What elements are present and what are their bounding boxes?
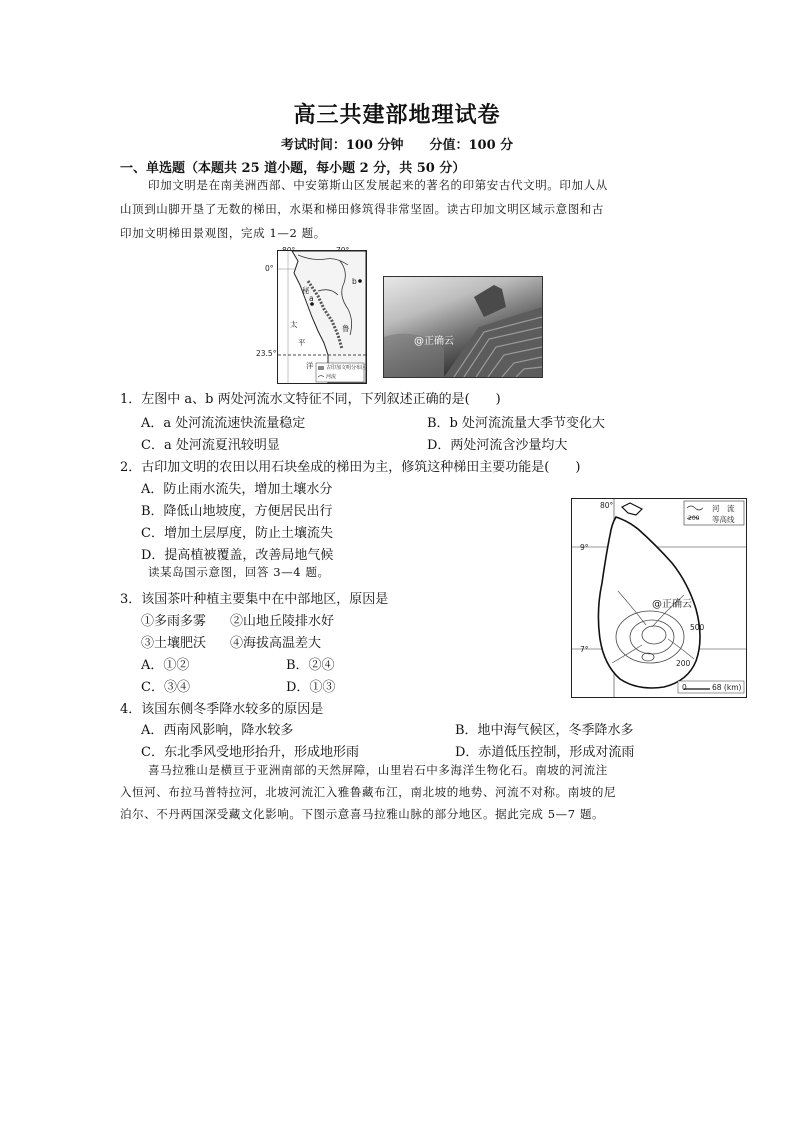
terrace-photo: [383, 276, 543, 378]
map1-ocean-char3: 洋: [306, 361, 314, 370]
map1-ocean-char1: 太: [290, 320, 298, 329]
map1-label-a: a: [309, 294, 314, 303]
island-country-map: [571, 498, 747, 698]
intro3-line3: 泊尔、不丹两国深受藏文化影响。下图示意喜马拉雅山脉的部分地区。据此完成 5—7 题。: [120, 807, 605, 821]
q4-option-c[interactable]: C．东北季风受地形抬升，形成地形雨: [141, 745, 359, 760]
map1-ocean-char2: 平: [298, 338, 306, 347]
map2-lon: 80°: [600, 501, 614, 510]
map2-contour-200: 200: [676, 659, 691, 668]
map2-watermark: @正确云: [652, 599, 692, 610]
intro3-line1: 喜马拉雅山是横亘于亚洲南部的天然屏障，山里岩石中多海洋生物化石。南坡的河流注: [148, 763, 608, 777]
q3-option-d[interactable]: D．①③: [286, 680, 336, 695]
q2-option-b[interactable]: B．降低山地坡度，方便居民出行: [141, 504, 333, 519]
inca-region-map: [277, 250, 367, 384]
intro1-line1: 印加文明是在南美洲西部、中安第斯山区发展起来的著名的印第安古代文明。印加人从: [148, 178, 608, 192]
q1-option-c[interactable]: C．a 处河流夏汛较明显: [141, 438, 280, 453]
q1-option-a[interactable]: A．a 处河流流速快流量稳定: [141, 416, 306, 431]
map1-region-char2: 鲁: [342, 324, 350, 333]
intro3-line2: 入恒河、布拉马普特拉河，北坡河流汇入雅鲁藏布江，南北坡的地势、河流不对称。南坡的尼: [120, 785, 617, 799]
q2-stem: 2．古印加文明的农田以用石块垒成的梯田为主，修筑这种梯田主要功能是( ): [120, 460, 581, 475]
q3-stem: 3．该国茶叶种植主要集中在中部地区，原因是: [120, 592, 389, 607]
q4-stem: 4．该国东侧冬季降水较多的原因是: [120, 702, 324, 717]
q2-option-d[interactable]: D．提高植被覆盖，改善局地气候: [141, 548, 334, 563]
q3-item-3: ③土壤肥沃: [141, 636, 207, 651]
q4-option-b[interactable]: B．地中海气候区，冬季降水多: [455, 723, 634, 738]
map2-legend-river: 河 流: [712, 504, 735, 513]
map1-lat-top: 0°: [265, 264, 274, 273]
q1-stem: 1．左图中 a、b 两处河流水文特征不同，下列叙述正确的是( ): [120, 392, 501, 407]
page-title: 高三共建部地理试卷: [293, 102, 501, 128]
q3-item-1: ①多雨多雾: [141, 614, 207, 629]
q3-item-2: ②山地丘陵排水好: [230, 614, 335, 629]
q3-option-c[interactable]: C．③④: [141, 680, 190, 695]
map2-lat2: 7°: [580, 645, 589, 654]
map1-lat-bottom: 23.5°: [256, 349, 277, 358]
q4-option-a[interactable]: A．西南风影响，降水较多: [141, 723, 294, 738]
q3-item-4: ④海拔高温差大: [230, 636, 322, 651]
intro2: 读某岛国示意图，回答 3—4 题。: [148, 565, 330, 579]
q4-option-d[interactable]: D．赤道低压控制，形成对流雨: [455, 745, 635, 760]
intro1-line3: 印加文明梯田景观图，完成 1—2 题。: [120, 226, 326, 240]
q2-option-c[interactable]: C．增加土层厚度，防止土壤流失: [141, 526, 333, 541]
q2-option-a[interactable]: A．防止雨水流失，增加土壤水分: [141, 482, 333, 497]
exam-info: 考试时间：100 分钟 分值：100 分: [280, 138, 514, 153]
map2-scale-zero: 0: [682, 683, 687, 692]
map1-legend-region: 古印加文明分布区: [326, 365, 367, 371]
q3-option-b[interactable]: B．②④: [286, 658, 335, 673]
q1-option-b[interactable]: B．b 处河流流量大季节变化大: [427, 416, 606, 431]
section-heading: 一、单选题（本题共 25 道小题，每小题 2 分，共 50 分）: [120, 161, 466, 176]
map2-scale-text: 68 (km): [712, 683, 742, 692]
map2-legend-value: 200: [688, 515, 700, 522]
photo-watermark: @正确云: [414, 336, 454, 347]
map2-legend-contour: 等高线: [712, 515, 735, 524]
q3-option-a[interactable]: A．①②: [141, 658, 190, 673]
map1-region-char1: 秘: [302, 286, 310, 295]
intro1-line2: 山顶到山脚开垦了无数的梯田，水渠和梯田修筑得非常坚固。读古印加文明区域示意图和古: [120, 202, 604, 216]
q1-option-d[interactable]: D．两处河流含沙量均大: [427, 438, 568, 453]
map2-lat1: 9°: [580, 543, 589, 552]
map1-label-b: b: [352, 277, 357, 286]
map2-contour-500: 500: [690, 623, 705, 632]
map1-legend-river: 河流: [326, 374, 337, 380]
terrace-graphic: [384, 277, 542, 377]
